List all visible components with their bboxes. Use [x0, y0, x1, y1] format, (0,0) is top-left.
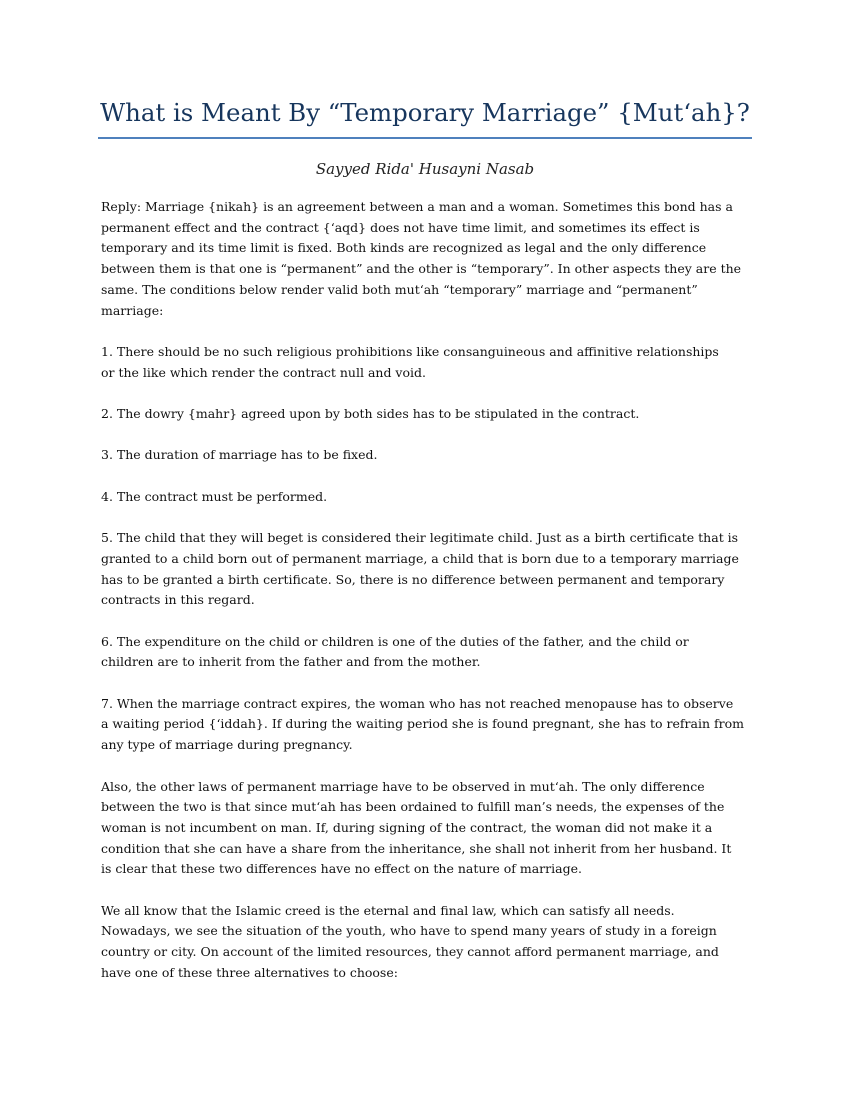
- paragraph: [101, 901, 751, 984]
- paragraph-line: 3. The duration of marriage has to be fixed.: [101, 447, 378, 463]
- paragraph-line: Nowadays, we see the situation of the youth, who have to spend many years of study in a foreign: [101, 923, 717, 939]
- paragraph-line: children are to inherit from the father and from the mother.: [101, 654, 481, 670]
- paragraph: [101, 445, 751, 466]
- paragraph-line: between the two is that since mut‘ah has been ordained to fulfill man’s needs, the expenses of the: [101, 799, 725, 815]
- document-title: What is Meant By “Temporary Marriage” {Mut‘ah}?: [100, 98, 750, 127]
- paragraph: [101, 197, 751, 321]
- paragraph-line: any type of marriage during pregnancy.: [101, 737, 353, 753]
- paragraph-line: country or city. On account of the limited resources, they cannot afford permanent marriage, and: [101, 944, 719, 960]
- paragraph-line: permanent effect and the contract {‘aqd} does not have time limit, and sometimes its effect is: [101, 219, 700, 235]
- paragraph-line: 4. The contract must be performed.: [101, 488, 328, 504]
- paragraph-line: between them is that one is “permanent” and the other is “temporary”. In other aspects they are the: [101, 261, 742, 277]
- paragraph: [101, 487, 751, 508]
- paragraph-line: woman is not incumbent on man. If, during signing of the contract, the woman did not make it a: [101, 819, 713, 835]
- paragraph-line: 2. The dowry {mahr} agreed upon by both sides has to be stipulated in the contract.: [101, 406, 640, 421]
- paragraph-line: 1. There should be no such religious prohibitions like consanguineous and affinitive relationships: [101, 343, 719, 359]
- paragraph: [101, 777, 751, 881]
- paragraph-line: or the like which render the contract null and void.: [101, 364, 426, 380]
- document-body: [101, 197, 751, 1004]
- title-underline: [98, 137, 752, 139]
- paragraph-line: a waiting period {‘iddah}. If during the waiting period she is found pregnant, she has to refrain from: [101, 716, 744, 732]
- paragraph: [101, 404, 751, 425]
- paragraph: [101, 342, 751, 383]
- paragraph-line: Reply: Marriage {nikah} is an agreement between a man and a woman. Sometimes this bond has a: [101, 199, 733, 214]
- paragraph-line: marriage:: [101, 302, 164, 318]
- document-author: Sayyed Rida' Husayni Nasab: [315, 160, 535, 178]
- paragraph-line: Also, the other laws of permanent marriage have to be observed in mut‘ah. The only difference: [101, 778, 705, 794]
- paragraph-line: temporary and its time limit is fixed. Both kinds are recognized as legal and the only difference: [101, 240, 707, 256]
- paragraph-line: has to be granted a birth certificate. So, there is no difference between permanent and temporary: [101, 571, 725, 587]
- paragraph-line: same. The conditions below render valid both mut‘ah “temporary” marriage and “permanent”: [101, 281, 698, 297]
- paragraph-line: have one of these three alternatives to choose:: [101, 964, 398, 980]
- paragraph-line: condition that she can have a share from the inheritance, she shall not inherit from her husband. It: [101, 840, 732, 856]
- paragraph-line: granted to a child born out of permanent marriage, a child that is born due to a temporary marriage: [101, 550, 739, 566]
- paragraph-line: We all know that the Islamic creed is the eternal and final law, which can satisfy all needs.: [101, 902, 675, 918]
- paragraph: [101, 694, 751, 756]
- paragraph: [101, 528, 751, 611]
- paragraph-line: 7. When the marriage contract expires, the woman who has not reached menopause has to observe: [101, 695, 734, 711]
- paragraph-line: 5. The child that they will beget is considered their legitimate child. Just as a birth certificate that is: [101, 530, 739, 546]
- paragraph-line: 6. The expenditure on the child or children is one of the duties of the father, and the child or: [101, 633, 689, 649]
- paragraph-line: contracts in this regard.: [101, 592, 255, 608]
- paragraph: [101, 632, 751, 673]
- paragraph-line: is clear that these two differences have no effect on the nature of marriage.: [101, 861, 582, 877]
